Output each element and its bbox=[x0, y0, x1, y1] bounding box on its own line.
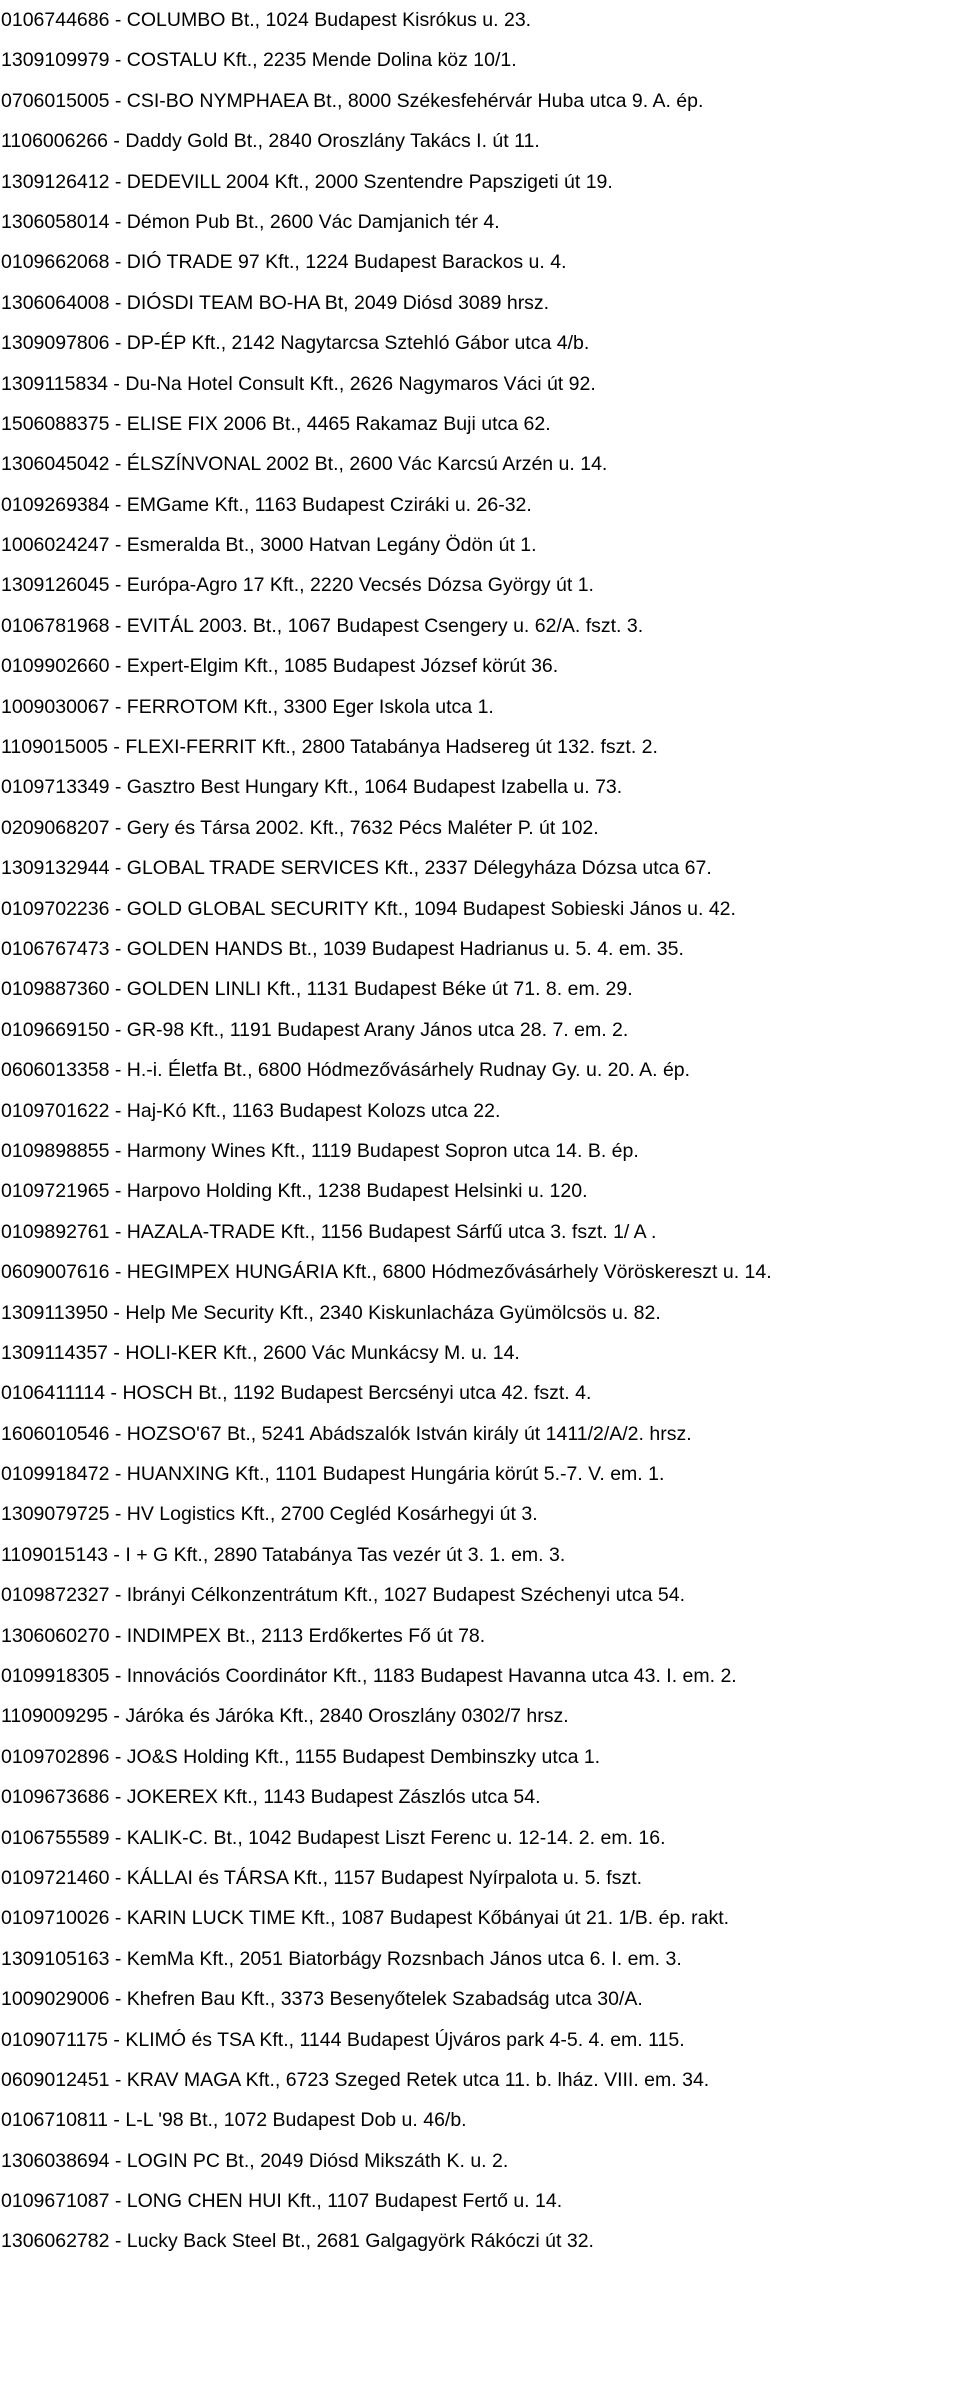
company-name-address: H.-i. Életfa Bt., 6800 Hódmezővásárhely Rudnay Gy. u. 20. A. ép. bbox=[126, 1059, 691, 1082]
list-item bbox=[1, 364, 960, 404]
separator: - bbox=[109, 251, 127, 274]
company-name-address: Du-Na Hotel Consult Kft., 2626 Nagymaros Váci út 92. bbox=[125, 372, 596, 395]
separator: - bbox=[109, 1988, 127, 2011]
list-item bbox=[1, 2141, 960, 2181]
list-item bbox=[1, 121, 960, 161]
company-registration-number: 1306045042 bbox=[1, 453, 110, 476]
list-item bbox=[1, 1091, 960, 1131]
list-item bbox=[1, 1010, 960, 1050]
company-name-address: Help Me Security Kft., 2340 Kiskunlacháza Gyümölcsös u. 82. bbox=[125, 1301, 661, 1324]
separator: - bbox=[109, 1180, 127, 1203]
company-name-address: KALIK-C. Bt., 1042 Budapest Liszt Ferenc u. 12-14. 2. em. 16. bbox=[126, 1826, 666, 1849]
separator: - bbox=[108, 130, 126, 153]
list-item bbox=[1, 687, 960, 727]
company-name-address: I + G Kft., 2890 Tatabánya Tas vezér út 3. 1. em. 3. bbox=[125, 1543, 566, 1566]
list-item bbox=[1, 1050, 960, 1090]
list-item bbox=[1, 2060, 960, 2100]
company-registration-number: 1309113950 bbox=[1, 1301, 109, 1324]
company-name-address: KRAV MAGA Kft., 6723 Szeged Retek utca 11. b. lház. VIII. em. 34. bbox=[126, 2068, 710, 2091]
separator: - bbox=[108, 1341, 126, 1364]
company-name-address: Harmony Wines Kft., 1119 Budapest Sopron utca 14. B. ép. bbox=[126, 1139, 639, 1162]
separator: - bbox=[109, 1503, 127, 1526]
separator: - bbox=[109, 534, 127, 557]
list-item bbox=[1, 1616, 960, 1656]
company-name-address: ÉLSZÍNVONAL 2002 Bt., 2600 Vác Karcsú Arzén u. 14. bbox=[126, 453, 608, 476]
company-name-address: HOLI-KER Kft., 2600 Vác Munkácsy M. u. 14. bbox=[125, 1341, 520, 1364]
separator: - bbox=[108, 1301, 126, 1324]
separator: - bbox=[109, 1745, 127, 1768]
company-name-address: KLIMÓ és TSA Kft., 1144 Budapest Újváros park 4-5. 4. em. 115. bbox=[125, 2028, 685, 2051]
company-registration-number: 0109710026 bbox=[1, 1907, 110, 1930]
separator: - bbox=[109, 49, 127, 72]
company-name-address: GOLDEN LINLI Kft., 1131 Budapest Béke út 71. 8. em. 29. bbox=[126, 978, 633, 1001]
company-name-address: Lucky Back Steel Bt., 2681 Galgagyörk Rákóczi út 32. bbox=[126, 2230, 594, 2253]
separator: - bbox=[109, 2230, 127, 2253]
company-registration-number: 0109673686 bbox=[1, 1786, 110, 1809]
separator: - bbox=[108, 736, 126, 759]
separator: - bbox=[109, 1665, 127, 1688]
company-registration-number: 0109887360 bbox=[1, 978, 110, 1001]
separator: - bbox=[108, 372, 126, 395]
company-name-address: LOGIN PC Bt., 2049 Diósd Mikszáth K. u. 2. bbox=[126, 2149, 509, 2172]
separator: - bbox=[109, 493, 127, 516]
separator: - bbox=[109, 1907, 127, 1930]
list-item bbox=[1, 1696, 960, 1736]
company-registration-number: 1306060270 bbox=[1, 1624, 110, 1647]
company-name-address: Khefren Bau Kft., 3373 Besenyőtelek Szabadság utca 30/A. bbox=[126, 1988, 643, 2011]
company-name-address: CSI-BO NYMPHAEA Bt., 8000 Székesfehérvár Huba utca 9. A. ép. bbox=[126, 89, 704, 112]
separator: - bbox=[105, 1382, 123, 1405]
company-registration-number: 1009029006 bbox=[1, 1988, 110, 2011]
company-registration-number: 1309132944 bbox=[1, 857, 110, 880]
company-registration-number: 0209068207 bbox=[1, 816, 110, 839]
list-item bbox=[1, 2020, 960, 2060]
list-item bbox=[1, 242, 960, 282]
company-name-address: Innovációs Coordinátor Kft., 1183 Budapest Havanna utca 43. I. em. 2. bbox=[126, 1665, 737, 1688]
separator: - bbox=[109, 857, 127, 880]
company-name-address: EVITÁL 2003. Bt., 1067 Budapest Csengery u. 62/A. fszt. 3. bbox=[126, 614, 644, 637]
company-name-address: Démon Pub Bt., 2600 Vác Damjanich tér 4. bbox=[126, 210, 500, 233]
list-item bbox=[1, 1737, 960, 1777]
separator: - bbox=[109, 1624, 127, 1647]
company-registration-number: 0109898855 bbox=[1, 1139, 110, 1162]
company-registration-number: 0109892761 bbox=[1, 1220, 110, 1243]
company-name-address: Gery és Társa 2002. Kft., 7632 Pécs Maléter P. út 102. bbox=[126, 816, 599, 839]
list-item bbox=[1, 969, 960, 1009]
list-item bbox=[1, 646, 960, 686]
company-registration-number: 0109902660 bbox=[1, 655, 110, 678]
company-name-address: KÁLLAI és TÁRSA Kft., 1157 Budapest Nyírpalota u. 5. fszt. bbox=[126, 1866, 643, 1889]
company-registration-number: 1606010546 bbox=[1, 1422, 110, 1445]
list-item bbox=[1, 1414, 960, 1454]
separator: - bbox=[109, 1059, 127, 1082]
list-item bbox=[1, 1898, 960, 1938]
company-registration-number: 0106411114 bbox=[1, 1382, 106, 1405]
separator: - bbox=[109, 1018, 127, 1041]
separator: - bbox=[109, 2190, 127, 2213]
list-item bbox=[1, 1656, 960, 1696]
list-item bbox=[1, 1575, 960, 1615]
separator: - bbox=[109, 9, 127, 31]
list-item bbox=[1, 0, 960, 40]
company-registration-number: 1309097806 bbox=[1, 332, 110, 355]
company-name-address: KemMa Kft., 2051 Biatorbágy Rozsnbach János utca 6. I. em. 3. bbox=[126, 1947, 682, 1970]
company-name-address: GR-98 Kft., 1191 Budapest Arany János utca 28. 7. em. 2. bbox=[126, 1018, 629, 1041]
company-name-address: KARIN LUCK TIME Kft., 1087 Budapest Kőbányai út 21. 1/B. ép. rakt. bbox=[126, 1907, 730, 1930]
company-registration-number: 1506088375 bbox=[1, 412, 110, 435]
company-registration-number: 0106710811 bbox=[1, 2109, 109, 2132]
list-item bbox=[1, 2100, 960, 2140]
company-registration-number: 1309126412 bbox=[1, 170, 110, 193]
separator: - bbox=[109, 332, 127, 355]
company-registration-number: 1009030067 bbox=[1, 695, 110, 718]
separator: - bbox=[108, 1705, 126, 1728]
list-item bbox=[1, 1293, 960, 1333]
list-item bbox=[1, 202, 960, 242]
list-item bbox=[1, 929, 960, 969]
list-item bbox=[1, 2221, 960, 2261]
company-name-address: Járóka és Járóka Kft., 2840 Oroszlány 0302/7 hrsz. bbox=[125, 1705, 569, 1728]
company-name-address: FLEXI-FERRIT Kft., 2800 Tatabánya Hadsereg út 132. fszt. 2. bbox=[125, 736, 658, 759]
list-item bbox=[1, 1858, 960, 1898]
company-registration-number: 1306058014 bbox=[1, 210, 110, 233]
company-registration-number: 1106006266 bbox=[1, 130, 109, 153]
company-name-address: HEGIMPEX HUNGÁRIA Kft., 6800 Hódmezővásárhely Vöröskereszt u. 14. bbox=[126, 1261, 772, 1284]
separator: - bbox=[109, 816, 127, 839]
separator: - bbox=[108, 2028, 126, 2051]
list-item bbox=[1, 1535, 960, 1575]
company-name-address: HV Logistics Kft., 2700 Cegléd Kosárhegyi út 3. bbox=[126, 1503, 538, 1526]
company-name-address: ELISE FIX 2006 Bt., 4465 Rakamaz Buji utca 62. bbox=[126, 412, 551, 435]
list-item bbox=[1, 565, 960, 605]
list-item bbox=[1, 1131, 960, 1171]
company-registration-number: 0109669150 bbox=[1, 1018, 110, 1041]
company-registration-number: 0106781968 bbox=[1, 614, 110, 637]
list-item bbox=[1, 1373, 960, 1413]
company-name-address: Gasztro Best Hungary Kft., 1064 Budapest Izabella u. 73. bbox=[126, 776, 623, 799]
company-registration-number: 0109918472 bbox=[1, 1463, 110, 1486]
separator: - bbox=[109, 574, 127, 597]
company-name-address: COSTALU Kft., 2235 Mende Dolina köz 10/1. bbox=[126, 49, 517, 72]
company-registration-number: 0109671087 bbox=[1, 2190, 110, 2213]
company-name-address: JOKEREX Kft., 1143 Budapest Zászlós utca 54. bbox=[126, 1786, 541, 1809]
company-name-address: Haj-Kó Kft., 1163 Budapest Kolozs utca 22. bbox=[126, 1099, 501, 1122]
list-item bbox=[1, 1494, 960, 1534]
list-item bbox=[1, 606, 960, 646]
company-list bbox=[1, 0, 960, 2262]
company-name-address: DIÓ TRADE 97 Kft., 1224 Budapest Barackos u. 4. bbox=[126, 251, 567, 274]
list-item bbox=[1, 2181, 960, 2221]
separator: - bbox=[108, 2109, 126, 2132]
list-item bbox=[1, 1252, 960, 1292]
list-item bbox=[1, 1939, 960, 1979]
company-name-address: DIÓSDI TEAM BO-HA Bt, 2049 Diósd 3089 hrsz. bbox=[126, 291, 550, 314]
company-name-address: EMGame Kft., 1163 Budapest Cziráki u. 26-32. bbox=[126, 493, 532, 516]
list-item bbox=[1, 404, 960, 444]
separator: - bbox=[109, 89, 127, 112]
separator: - bbox=[109, 655, 127, 678]
list-item bbox=[1, 323, 960, 363]
company-registration-number: 0109701622 bbox=[1, 1099, 110, 1122]
separator: - bbox=[109, 1139, 127, 1162]
list-item bbox=[1, 1171, 960, 1211]
list-item bbox=[1, 727, 960, 767]
list-item bbox=[1, 767, 960, 807]
company-name-address: Európa-Agro 17 Kft., 2220 Vecsés Dózsa György út 1. bbox=[126, 574, 594, 597]
company-registration-number: 1306064008 bbox=[1, 291, 110, 314]
company-registration-number: 0609007616 bbox=[1, 1261, 110, 1284]
company-name-address: Esmeralda Bt., 3000 Hatvan Legány Ödön út 1. bbox=[126, 534, 537, 557]
company-name-address: HUANXING Kft., 1101 Budapest Hungária körút 5.-7. V. em. 1. bbox=[126, 1463, 665, 1486]
company-registration-number: 0109071175 bbox=[1, 2028, 109, 2051]
company-registration-number: 0109713349 bbox=[1, 776, 110, 799]
company-name-address: DEDEVILL 2004 Kft., 2000 Szentendre Papszigeti út 19. bbox=[126, 170, 613, 193]
company-name-address: Expert-Elgim Kft., 1085 Budapest József körút 36. bbox=[126, 655, 559, 678]
company-registration-number: 0706015005 bbox=[1, 89, 110, 112]
company-registration-number: 0109872327 bbox=[1, 1584, 110, 1607]
company-registration-number: 1109015143 bbox=[1, 1543, 109, 1566]
list-item bbox=[1, 485, 960, 525]
company-registration-number: 1309079725 bbox=[1, 1503, 110, 1526]
company-registration-number: 0109662068 bbox=[1, 251, 110, 274]
list-item bbox=[1, 40, 960, 80]
separator: - bbox=[109, 2149, 127, 2172]
separator: - bbox=[109, 2068, 127, 2091]
company-registration-number: 1109015005 bbox=[1, 736, 109, 759]
separator: - bbox=[109, 1463, 127, 1486]
company-registration-number: 1309109979 bbox=[1, 49, 110, 72]
list-item bbox=[1, 1212, 960, 1252]
list-item bbox=[1, 848, 960, 888]
list-item bbox=[1, 1777, 960, 1817]
company-registration-number: 0609012451 bbox=[1, 2068, 110, 2091]
separator: - bbox=[109, 978, 127, 1001]
company-name-address: GOLDEN HANDS Bt., 1039 Budapest Hadrianus u. 5. 4. em. 35. bbox=[126, 937, 684, 960]
separator: - bbox=[109, 1866, 127, 1889]
company-registration-number: 0106744686 bbox=[1, 9, 110, 31]
company-registration-number: 0109918305 bbox=[1, 1665, 110, 1688]
separator: - bbox=[109, 1826, 127, 1849]
separator: - bbox=[109, 291, 127, 314]
separator: - bbox=[108, 1543, 126, 1566]
company-registration-number: 1306038694 bbox=[1, 2149, 110, 2172]
company-name-address: FERROTOM Kft., 3300 Eger Iskola utca 1. bbox=[126, 695, 494, 718]
company-registration-number: 0109702896 bbox=[1, 1745, 110, 1768]
company-registration-number: 0109721965 bbox=[1, 1180, 110, 1203]
company-name-address: DP-ÉP Kft., 2142 Nagytarcsa Sztehló Gábor utca 4/b. bbox=[126, 332, 590, 355]
list-item bbox=[1, 1454, 960, 1494]
separator: - bbox=[109, 1261, 127, 1284]
separator: - bbox=[109, 170, 127, 193]
company-name-address: HOZSO'67 Bt., 5241 Abádszalók István király út 1411/2/A/2. hrsz. bbox=[126, 1422, 692, 1445]
company-registration-number: 0106767473 bbox=[1, 937, 110, 960]
company-registration-number: 1006024247 bbox=[1, 534, 110, 557]
company-registration-number: 0109702236 bbox=[1, 897, 110, 920]
separator: - bbox=[109, 210, 127, 233]
company-registration-number: 0109269384 bbox=[1, 493, 110, 516]
company-name-address: JO&S Holding Kft., 1155 Budapest Dembinszky utca 1. bbox=[126, 1745, 601, 1768]
company-registration-number: 0109721460 bbox=[1, 1866, 110, 1889]
company-name-address: COLUMBO Bt., 1024 Budapest Kisrókus u. 23. bbox=[126, 9, 532, 31]
list-item bbox=[1, 808, 960, 848]
list-item bbox=[1, 889, 960, 929]
company-name-address: Ibrányi Célkonzentrátum Kft., 1027 Budapest Széchenyi utca 54. bbox=[126, 1584, 686, 1607]
list-item bbox=[1, 283, 960, 323]
company-name-address: L-L '98 Bt., 1072 Budapest Dob u. 46/b. bbox=[125, 2109, 467, 2132]
separator: - bbox=[109, 897, 127, 920]
company-registration-number: 1109009295 bbox=[1, 1705, 109, 1728]
list-item bbox=[1, 444, 960, 484]
company-name-address: GOLD GLOBAL SECURITY Kft., 1094 Budapest Sobieski János u. 42. bbox=[126, 897, 736, 920]
separator: - bbox=[109, 1584, 127, 1607]
separator: - bbox=[109, 453, 127, 476]
separator: - bbox=[109, 1422, 127, 1445]
company-registration-number: 1309126045 bbox=[1, 574, 110, 597]
separator: - bbox=[109, 614, 127, 637]
company-registration-number: 1309105163 bbox=[1, 1947, 110, 1970]
list-item bbox=[1, 525, 960, 565]
list-item bbox=[1, 1333, 960, 1373]
company-registration-number: 1309114357 bbox=[1, 1341, 109, 1364]
company-name-address: GLOBAL TRADE SERVICES Kft., 2337 Délegyháza Dózsa utca 67. bbox=[126, 857, 712, 880]
separator: - bbox=[109, 695, 127, 718]
company-name-address: HOSCH Bt., 1192 Budapest Bercsényi utca 42. fszt. 4. bbox=[122, 1382, 592, 1405]
company-name-address: Daddy Gold Bt., 2840 Oroszlány Takács I. út 11. bbox=[125, 130, 540, 153]
separator: - bbox=[109, 412, 127, 435]
company-registration-number: 1309115834 bbox=[1, 372, 109, 395]
separator: - bbox=[109, 776, 127, 799]
company-name-address: HAZALA-TRADE Kft., 1156 Budapest Sárfű utca 3. fszt. 1/ A . bbox=[126, 1220, 657, 1243]
list-item bbox=[1, 162, 960, 202]
company-registration-number: 0606013358 bbox=[1, 1059, 110, 1082]
company-registration-number: 1306062782 bbox=[1, 2230, 110, 2253]
company-registration-number: 0106755589 bbox=[1, 1826, 110, 1849]
company-name-address: INDIMPEX Bt., 2113 Erdőkertes Fő út 78. bbox=[126, 1624, 486, 1647]
list-item bbox=[1, 1818, 960, 1858]
separator: - bbox=[109, 937, 127, 960]
separator: - bbox=[109, 1220, 127, 1243]
separator: - bbox=[109, 1947, 127, 1970]
separator: - bbox=[109, 1786, 127, 1809]
company-name-address: LONG CHEN HUI Kft., 1107 Budapest Fertő u. 14. bbox=[126, 2190, 563, 2213]
separator: - bbox=[109, 1099, 127, 1122]
list-item bbox=[1, 81, 960, 121]
list-item bbox=[1, 1979, 960, 2019]
company-name-address: Harpovo Holding Kft., 1238 Budapest Helsinki u. 120. bbox=[126, 1180, 588, 1203]
